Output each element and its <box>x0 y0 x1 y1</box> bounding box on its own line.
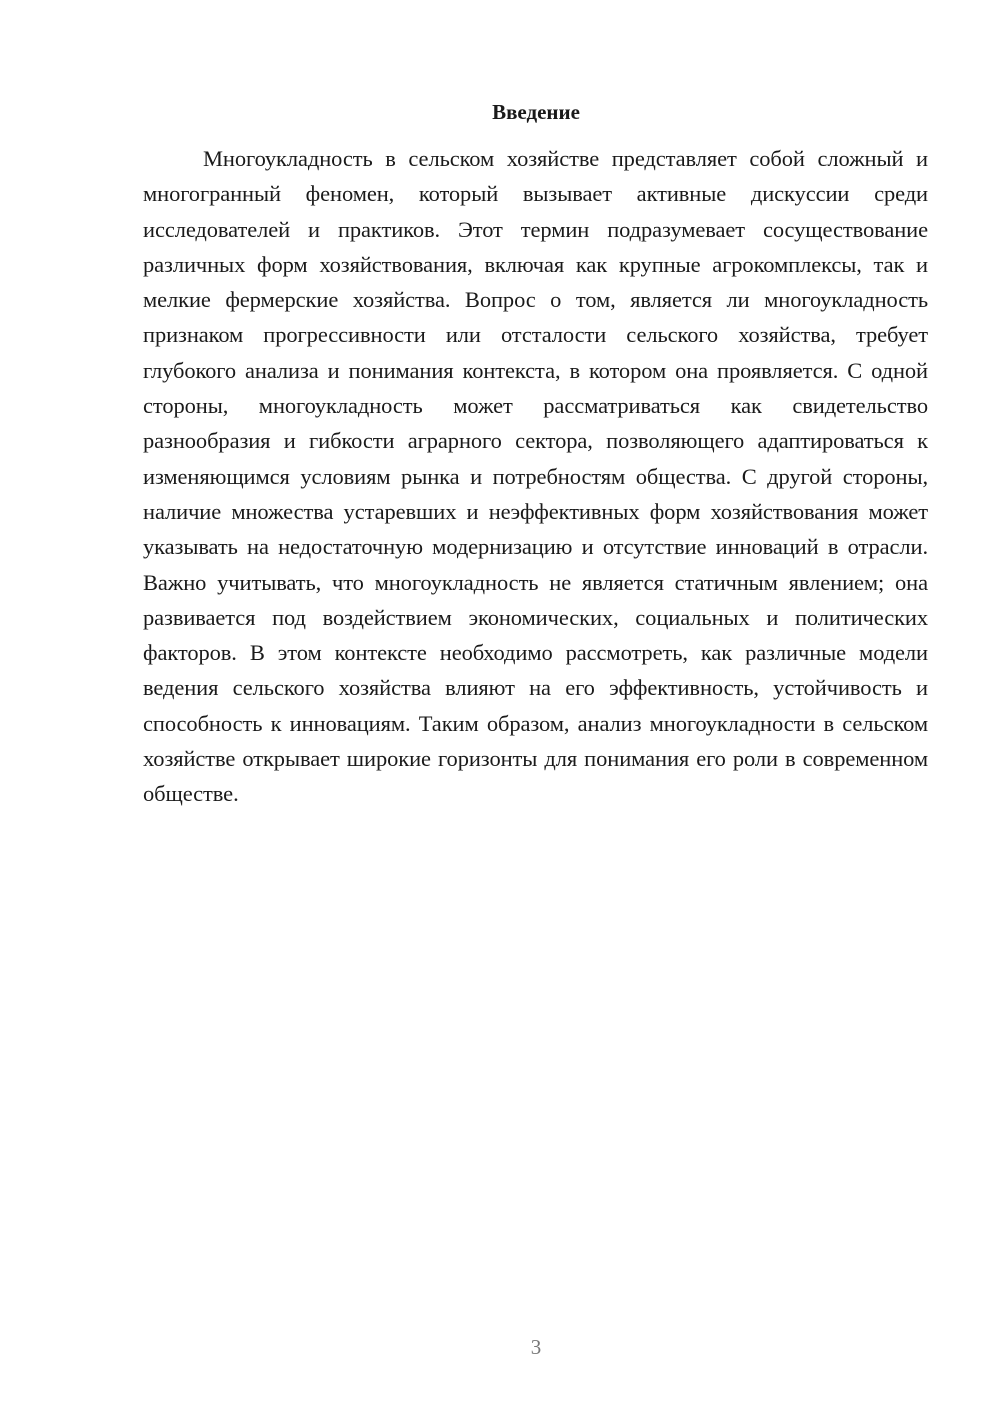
introduction-paragraph: Многоукладность в сельском хозяйстве представляет собой сложный и многогранный феномен, который вызывает активные дискуссии среди исследователей и практиков. Этот термин подразумевает сосуществование различных форм хозяйствования, включая как крупные агрокомплексы, так и мелкие фермерские хозяйства. Вопрос о том, является ли многоукладность признаком прогрессивности или отсталости сельского хозяйства, требует глубокого анализа и понимания контекста, в котором она проявляется. С одной стороны, многоукладность может рассматриваться как свидетельство разнообразия и гибкости аграрного сектора, позволяющего адаптироваться к изменяющимся условиям рынка и потребностям общества. С другой стороны, наличие множества устаревших и неэффективных форм хозяйствования может указывать на недостаточную модернизацию и отсутствие инноваций в отрасли. Важно учитывать, что многоукладность не является статичным явлением; она развивается под воздействием экономических, социальных и политических факторов. В этом контексте необходимо рассмотреть, как различные модели ведения сельского хозяйства влияют на его эффективность, устойчивость и способность к инновациям. Таким образом, анализ многоукладности в сельском хозяйстве открывает широкие горизонты для понимания его роли в современном обществе. <box>143 146 928 807</box>
section-heading: Введение <box>492 100 580 124</box>
page-number: 3 <box>530 1335 542 1359</box>
